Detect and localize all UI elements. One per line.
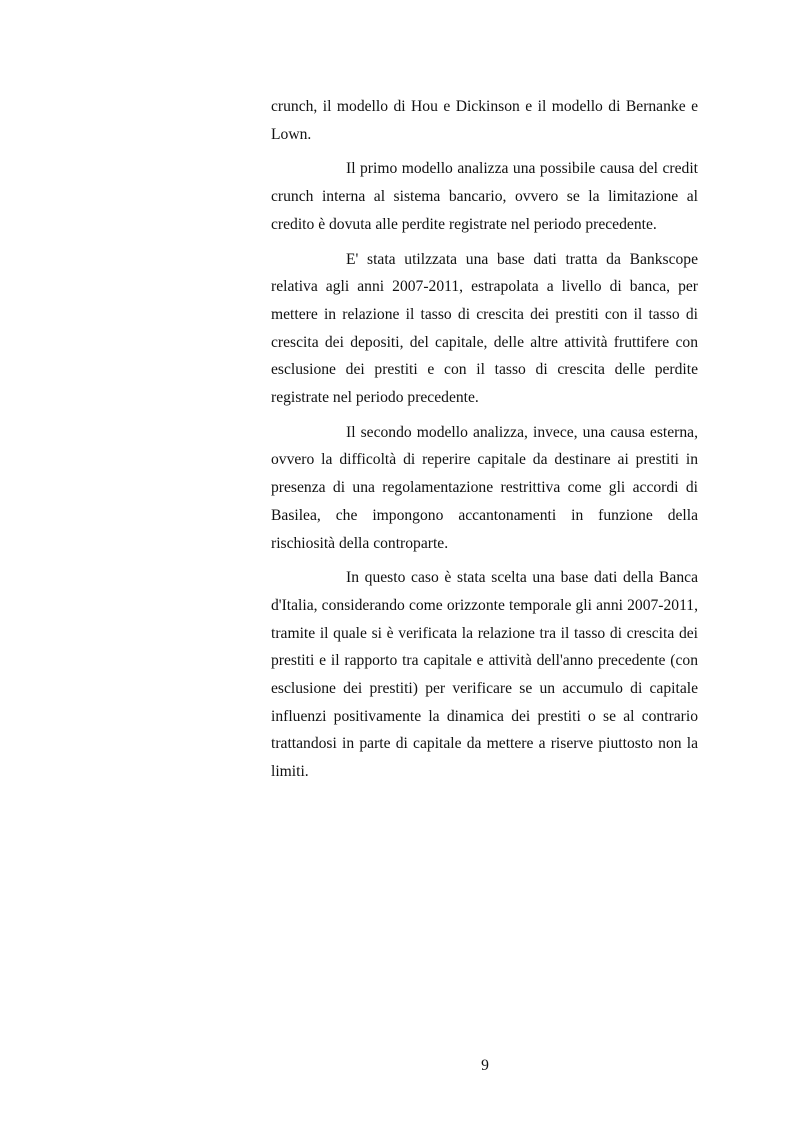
paragraph-second-model: Il secondo modello analizza, invece, una causa esterna, ovvero la difficoltà di reperire capitale da destinare ai prestiti in presenza di una regolamentazione restrittiva come gli accordi di Basilea, che impongono accantonamenti in funzione della rischiosità della controparte. [271,423,698,552]
paragraph-first-model: Il primo modello analizza una possibile causa del credit crunch interna al sistema bancario, ovvero se la limitazione al credito è dovuta alle perdite registrate nel periodo precedente. [271,160,698,233]
paragraph-banca-italia-data: In questo caso è stata scelta una base dati della Banca d'Italia, considerando come orizzonte temporale gli anni 2007-2011, tramite il quale si è verificata la relazione tra il tasso di crescita dei prestiti e il rapporto tra capitale e attività dell'anno precedente (con esclusione dei prestiti) per verificare se un accumulo di capitale influenzi positivamente la dinamica dei prestiti o se al contrario trattandosi in parte di capitale da mettere a riserve piuttosto non la limiti. [271,569,698,781]
page-number: 9 [481,1057,489,1074]
body-text [271,93,698,793]
paragraph-bankscope-data: E' stata utilzzata una base dati tratta da Bankscope relativa agli anni 2007-2011, estrapolata a livello di banca, per mettere in relazione il tasso di crescita dei prestiti con il tasso di crescita dei depositi, del capitale, delle altre attività fruttifere con esclusione dei prestiti e con il tasso di crescita delle perdite registrate nel periodo precedente. [271,250,698,407]
paragraph-continuation: crunch, il modello di Hou e Dickinson e il modello di Bernanke e Lown. [271,98,698,143]
